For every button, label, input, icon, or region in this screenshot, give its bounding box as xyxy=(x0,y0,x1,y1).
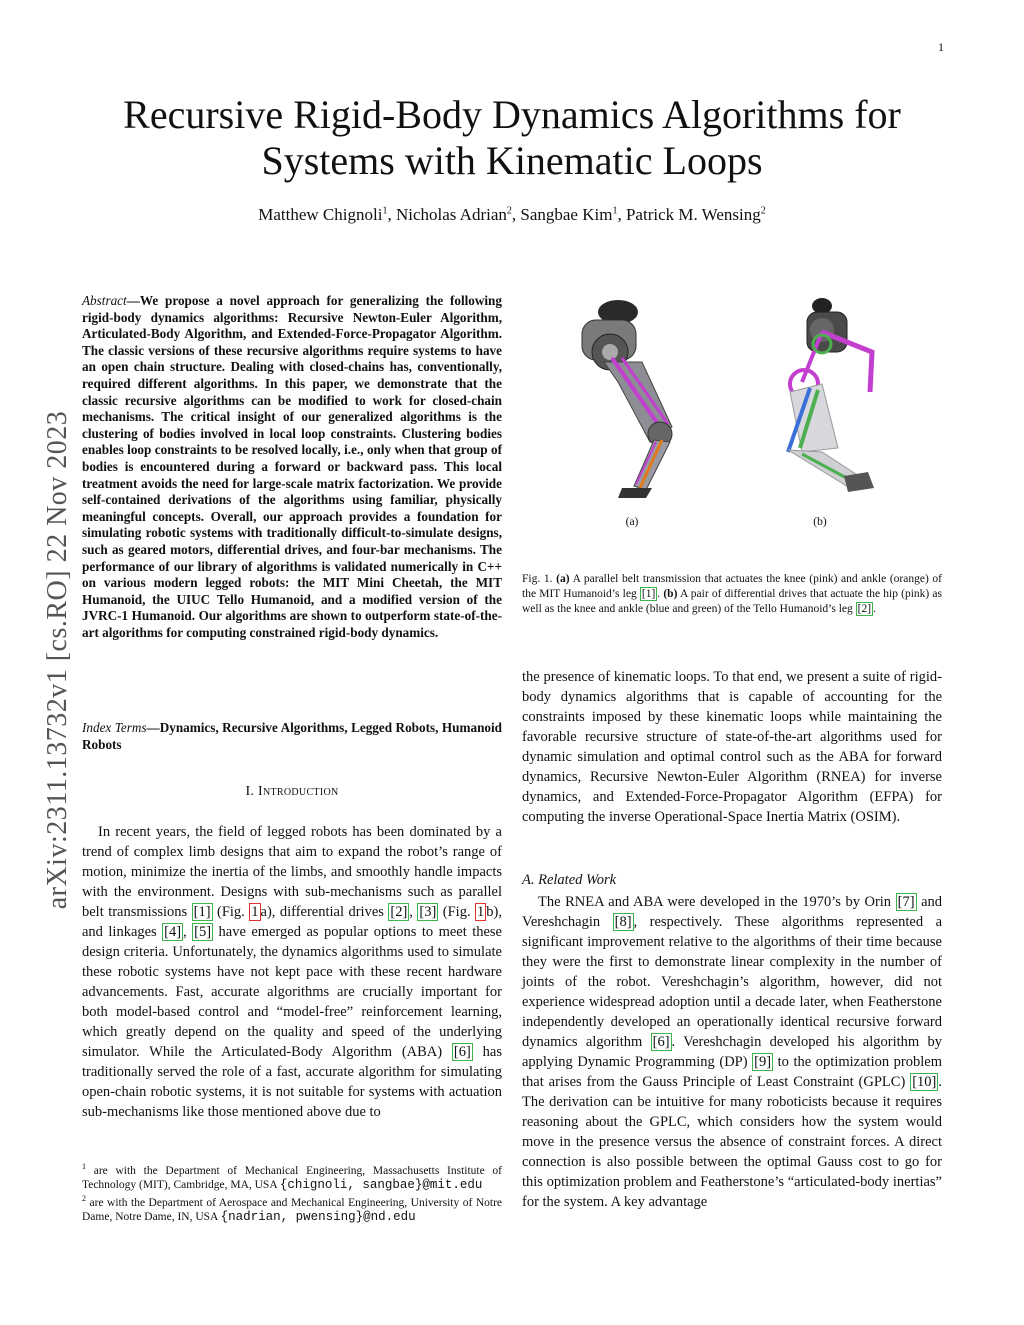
citation-link[interactable]: [6] xyxy=(453,1044,471,1060)
email-link[interactable]: {chignoli, sangbae}@mit.edu xyxy=(279,1177,483,1192)
email-link[interactable]: {nadrian, pwensing}@nd.edu xyxy=(220,1209,416,1224)
section-number: I. xyxy=(245,784,259,799)
section-heading xyxy=(82,784,502,800)
citation-link[interactable]: [5] xyxy=(194,924,212,940)
leg-a-drawing xyxy=(582,300,672,498)
citation-link[interactable]: [2] xyxy=(390,904,408,920)
author-affil: 2 xyxy=(506,205,512,217)
figure-link[interactable]: 1 xyxy=(251,904,259,920)
author-list: Matthew Chignoli$^1$, Nicholas Adrian$^2$, Sangbae Kim$^1$, Patrick M. Wensing$^2$ xyxy=(258,205,766,224)
arxiv-id: arXiv:2311.13732v1 [cs.RO] 22 Nov 2023 xyxy=(42,410,73,910)
paper-title: Recursive Rigid-Body Dynamics Algorithms for Systems with Kinematic Loops xyxy=(123,92,901,183)
citation-link[interactable]: [7] xyxy=(897,894,915,910)
index-terms-label: Index Terms xyxy=(82,720,147,735)
citation-link[interactable]: [6] xyxy=(652,1034,670,1050)
robot-leg-illustrations xyxy=(522,292,942,532)
footnote-1: $^1$ are with the Department of Mechanical Engineering, Massachusetts Institute of Technology (MIT), Cambridge, MA, USA {chignoli, sangbae}@mit.edu xyxy=(82,1162,502,1192)
author-name: Patrick M. Wensing xyxy=(625,205,761,224)
author-name: Sangbae Kim xyxy=(520,205,613,224)
citation-link[interactable]: [8] xyxy=(614,914,632,930)
abstract-label: Abstract xyxy=(82,293,127,308)
figure-label-a: (a) xyxy=(625,516,639,528)
section-title: Introduction xyxy=(258,784,339,799)
citation-link[interactable]: [2] xyxy=(857,603,872,615)
citation-link[interactable]: [4] xyxy=(164,924,182,940)
footnotes xyxy=(82,1160,502,1224)
right-paragraph-1: the presence of kinematic loops. To that end, we present a suite of rigid-body dynamics algorithms that is capable of accounting for the constraints imposed by these kinematic loops while maintaining the favorable recursive structure of state-of-the-art algorithms used for dynamic simulation and optimal control such as the ABA for forward dynamics, Recursive Newton-Euler Algorithm (RNEA) for inverse dynamics, and Extended-Force-Propagator Algorithm (EFPA) for computing the inverse Operational-Space Inertia Matrix (OSIM). xyxy=(522,669,942,825)
author-affil: 2 xyxy=(760,205,766,217)
right-paragraph-2: The RNEA and ABA were developed in the 1970’s by Orin [7] and Vereshchagin [8] , respectively. These algorithms represented a significant improvement relative to the algorithms of their time because they were the first to demonstrate linear complexity in the number of joints of the robot. Vereshchagin’s algorithm, however, did not experience widespread adoption until a decade later, when Featherstone independently developed an operationally identical recursive forward dynamics algorithm [6] . Vereshchagin developed his algorithm by applying Dynamic Programming (DP) [9] to the optimization problem that arises from the Gauss Principle of Least Constraint (GPLC) [10] . The derivation can be intuitive for many roboticists because it requires reasoning about the GPLC, which considers how the system would move in the presence versus the absence of constraint forces. A direct connection is also possible between the optimal Gauss cost to go for this optimization problem and Featherstone’s “articulated-body inertias” for the system. A key advantage xyxy=(522,894,943,1210)
index-terms-text: —Dynamics, Recursive Algorithms, Legged Robots, Humanoid Robots xyxy=(82,720,502,752)
abstract xyxy=(82,293,502,641)
citation-link[interactable]: [1] xyxy=(641,588,656,600)
author-name: Matthew Chignoli xyxy=(258,205,383,224)
index-terms xyxy=(82,720,502,753)
figure-caption: Fig. 1. (a) A parallel belt transmission that actuates the knee (pink) and ankle (orange) of the MIT Humanoid’s leg [1] . (b) A pair of differential drives that actuate the hip (pink) as well as the knee and ankle (blue and green) of the Tello Humanoid’s leg [2] . xyxy=(522,573,943,615)
page-number: 1 xyxy=(938,40,944,54)
subsection-heading: A. Related Work xyxy=(522,872,617,888)
author-affil: 1 xyxy=(612,205,618,217)
citation-link[interactable]: [9] xyxy=(754,1054,772,1070)
figure-link[interactable]: 1 xyxy=(477,904,485,920)
figure-1 xyxy=(522,292,942,532)
citation-link[interactable]: [1] xyxy=(193,904,211,920)
leg-b-drawing xyxy=(788,298,874,492)
intro-paragraph: In recent years, the field of legged robots has been dominated by a trend of complex limb designs that aim to expand the robot’s range of motion, minimize the inertia of the limbs, and smoothly handle impacts with the environment. Designs with sub-mechanisms such as parallel belt transmissions [1] (Fig. 1 a), differential drives [2] , [3] (Fig. 1 b), and linkages [4] , [5] have emerged as popular options to meet these design criteria. Unfortunately, the dynamics algorithms used to simulate these robotic systems have not kept pace with these recent hardware advancements. Fast, accurate algorithms are crucially important for both model-based control and “model-free” reinforcement learning, which greatly depend on the quality and speed of the underlying simulator. While the Articulated-Body Algorithm (ABA) [6] has traditionally served the role of a fast, accurate algorithm for simulating open-chain robotic systems, it is not suitable for systems with actuation sub-mechanisms like those mentioned above due to xyxy=(82,824,502,1120)
figure-label-b: (b) xyxy=(813,516,827,528)
footnote-2: $^2$ are with the Department of Aerospace and Mechanical Engineering, University of Notre Dame, Notre Dame, IN, USA {nadrian, pwensing}@nd.edu xyxy=(82,1193,502,1224)
author-affil: 1 xyxy=(382,205,388,217)
citation-link[interactable]: [10] xyxy=(912,1074,937,1090)
author-name: Nicholas Adrian xyxy=(395,205,507,224)
citation-link[interactable]: [3] xyxy=(419,904,437,920)
abstract-text: —We propose a novel approach for generalizing the following rigid-body dynamics algorithms: Recursive Newton-Euler Algorithm, Articulated-Body Algorithm, and Extended-Force-Propagator Algorithm. The classic versions of these recursive algorithms require systems to have an open chain structure. Dealing with closed-chains has, conventionally, required different algorithms. In this paper, we demonstrate that the classic recursive algorithms can be modified to work for closed-chain mechanisms. The critical insight of our generalized algorithms is the clustering of bodies involved in local loop constraints. Clustering bodies enables loop constraints to be resolved locally, i.e., only when that group of bodies is encountered during a forward or backward pass. This local treatment avoids the need for large-scale matrix factorization. We provide self-contained derivations of the algorithms using familiar, physically meaningful concepts. Overall, our approach provides a foundation for simulating robotic systems with traditionally difficult-to-simulate designs, such as geared motors, differential drives, and four-bar mechanisms. The performance of our library of algorithms is validated numerically in C++ on various modern legged robots: the MIT Mini Cheetah, the MIT Humanoid, the UIUC Tello Humanoid, and a modified version of the JVRC-1 Humanoid. Our algorithms are shown to outperform state-of-the-art algorithms for computing constrained rigid-body dynamics. xyxy=(82,293,502,640)
